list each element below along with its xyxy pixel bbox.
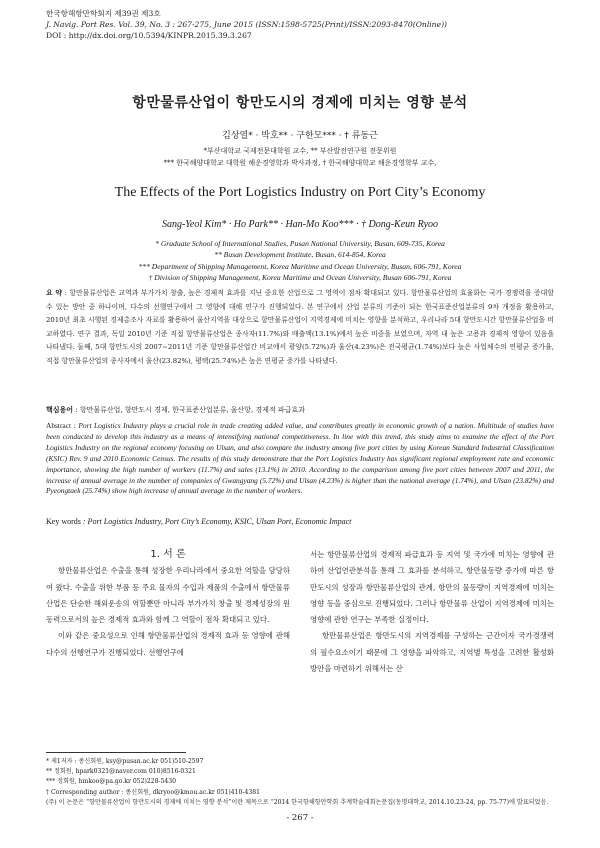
english-title: The Effects of the Port Logistics Industry on Port City’s Economy [114,185,486,200]
korean-title: 항만물류산업이 항만도시의 경제에 미치는 영향 분석 [132,95,468,111]
english-abstract [46,421,554,497]
english-keywords-label: Key words [46,517,81,526]
journal-citation: J. Navig. Port Res. Vol. 39, No. 3 : 267-275, June 2015 (ISSN:1598-5725(Print)/ISSN:2093-8470(Online)) [46,20,447,29]
korean-abstract-label: 요 약 [46,289,63,297]
korean-affiliations [0,145,600,169]
body-paragraph: 항만물류산업은 항만도시의 지역경제를 구성하는 근간이자 국가경쟁력의 필수요소이기 때문에 그 영향을 파악하고, 지역별 특성을 고려한 활성화 방안을 마련하기 위해서는 산 [310,631,554,674]
english-affiliation-line: ** Busan Development Institute, Busan, 614-854, Korea [214,250,386,260]
english-affiliation-line: * Graduate School of International Studies, Pusan National University, Busan, 609-735, Korea [155,239,445,248]
body-paragraph: 항만물류산업은 수출을 통해 성장한 우리나라에서 중요한 역할을 담당하여 왔다. 수출을 위한 부품 등 주요 물자의 수입과 제품의 수출에서 항만물류 산업은 단순한 해외운송의 역할뿐만 아니라 부가가치 창출 및 경제성장의 원동력으로서의 높은 경제적 효과와 함께 그 역할이 점차 확대되고 있다. [46,566,290,625]
korean-abstract-text: : 항만물류산업은 교역과 부가가치 창출, 높은 경제적 효과를 지닌 중요한 산업으로 그 영역이 점차 확대되고 있다. 항만물류산업의 효율화는 국가 경쟁력을 증대할 수 있는 방안 중 하나이며, 다수의 선행연구에서 그 영향에 대해 연구가 진행되었다. 본 연구에서 산업 분류의 기준이 되는 한국표준산업분류의 9차 개정을 활용하고, 2010년 최초 시행된 경제총조사 자료를 활용하여 울산지역을 대상으로 항만물류산업이 지역경제에 미치는 영향을 분석하고, 우리나라 5대 항만도시간 항만물류산업을 비교하였다. 연구 결과, 독일 2010년 기준 직접 항만물류산업은 종사자(11.7%)와 매출액(13.1%)에서 높은 비중을 보였으며, 자역 내 높은 고용과 경제적 영향이 있음을 나타냈다. 둘째, 5대 항만도시의 2007~2011년 기준 항만물류산업간 비교에서 광양(5.72%)과 울산(4.23%)은 전국평균(1.74%)보다 높은 사업체수의 연평균 증가율, 직접 항만물류산업의 종사자에서 울산(23.82%), 평택(25.74%)은 높은 연평균 증가를 나타냈다. [46,289,554,365]
section-heading: 1. 서 론 [150,549,186,560]
footnote: * 제1저자 : 종신회원, ksy@pusan.ac.kr 051)510-2597 [46,758,204,765]
english-abstract-text: : Port Logistics Industry plays a crucial role in trade creating added value, and contributes greatly in economic growth of a nation. Multitude of studies have been conducted to develop this industry as a means of intensifying national competitiveness. In line with this trend, this study aims to examine the effect of the Port Logistics Industry on the regional economy focusing on Ulsan, and also compare the industry among five port cities by using Korean Standard Industrial Classification (KSIC) Rev. 9 and 2010 Economic Census. The results of this study demonstrate that the Port Logistics Industry has significant regional employment rate and economic importance, showing the high number of workers (11.7%) and sales (13.1%) in 2010. According to the comparison among five port cities between 2007 and 2011, the increase of annual average in the number of companies of Gwangyang (5.72%) and Ulsan (4.23%) is higher than the national average (1.74%), and Ulsan (23.82%) and Pyeongtaek (25.74%) show high increase of annual average in the number of workers. [46,421,554,496]
english-affiliation-line: *** Department of Shipping Management, Korea Maritime and Ocean University, Busan, 606-791, Korea [138,261,462,271]
footnote: ** 정회원, hpark0321@naver.com 010)8516-0321 [46,768,196,776]
korean-authors: 김상열* · 박호** · 구한모*** · † 류동근 [222,131,378,141]
korean-keywords-label: 핵심용어 [46,406,74,414]
footnotes [46,757,556,808]
body-column-right [310,547,554,677]
doi-link[interactable]: DOI : http://dx.doi.org/10.5394/KINPR.2015.39.3.267 [46,31,252,40]
korean-affiliation-line: *부산대학교 국제전문대학원 교수, ** 부산발전연구원 전문위원 [203,147,397,155]
journal-header [46,8,447,41]
footnote: (주) 이 논문은 “항만물류산업이 항만도시의 경제에 미치는 영향 분석”이란 제목으로 “2014 한국항해항만학회 추계학술대회논문집(동명대학교, 2014.10.23-24, pp. 75-77)에 발표되었음. [46,798,549,806]
body-paragraph: 이와 같은 중요성으로 인해 항만물류산업의 경제적 효과 등 영향에 관해 다수의 선행연구가 진행되었다. 선행연구에 [46,631,290,657]
english-authors: Sang-Yeol Kim* · Ho Park** · Han-Mo Koo*** · † Dong-Keun Ryoo [161,219,439,230]
footnote-divider [46,752,186,753]
footnote: † Corresponding author : 종신회원, dkryoo@kmou.ac.kr 051)410-4381 [46,788,260,796]
english-abstract-label: Abstract [46,421,72,430]
body-paragraph: 서는 항만물류산업의 경제적 파급효과 등 지역 및 국가에 미치는 영향에 관하여 산업연관분석을 통해 그 효과를 분석하고, 항만물동량 증가에 따른 항만도시의 성장과 항만물류산업의 관계, 항만의 물동량이 지역경제에 미치는 영향 등을 중심으로 진행되었다. 그러나 항만물류 산업이 지역경제에 미치는 영향에 관한 연구는 부족한 실정이다. [310,550,554,625]
footnote: *** 정회원, hmkoo@pa.go.kr 052)228-5430 [46,778,177,786]
body-column-left [46,547,290,661]
korean-keywords-text: : 항만물류산업, 항만도시 경제, 한국표준산업분류, 울산항, 경제적 파급효과 [73,406,305,414]
page-number: - 267 - [286,813,314,823]
journal-name: 한국항해항만학회지 제39권 제3호 [46,9,161,18]
english-keywords-text: : Port Logistics Industry, Port City’s Economy, KSIC, Ulsan Port, Economic Impact [80,517,352,526]
english-affiliations [0,238,600,284]
korean-keywords [46,405,554,415]
korean-affiliation-line: *** 한국해양대학교 대학원 해운경영학과 박사과정, † 한국해양대학교 해운경영학부 교수, [163,159,437,167]
korean-abstract [46,287,554,369]
english-affiliation-line: † Division of Shipping Management, Korea Maritime and Ocean University, Busan 606-791, Korea [148,273,452,283]
english-keywords [46,517,554,526]
